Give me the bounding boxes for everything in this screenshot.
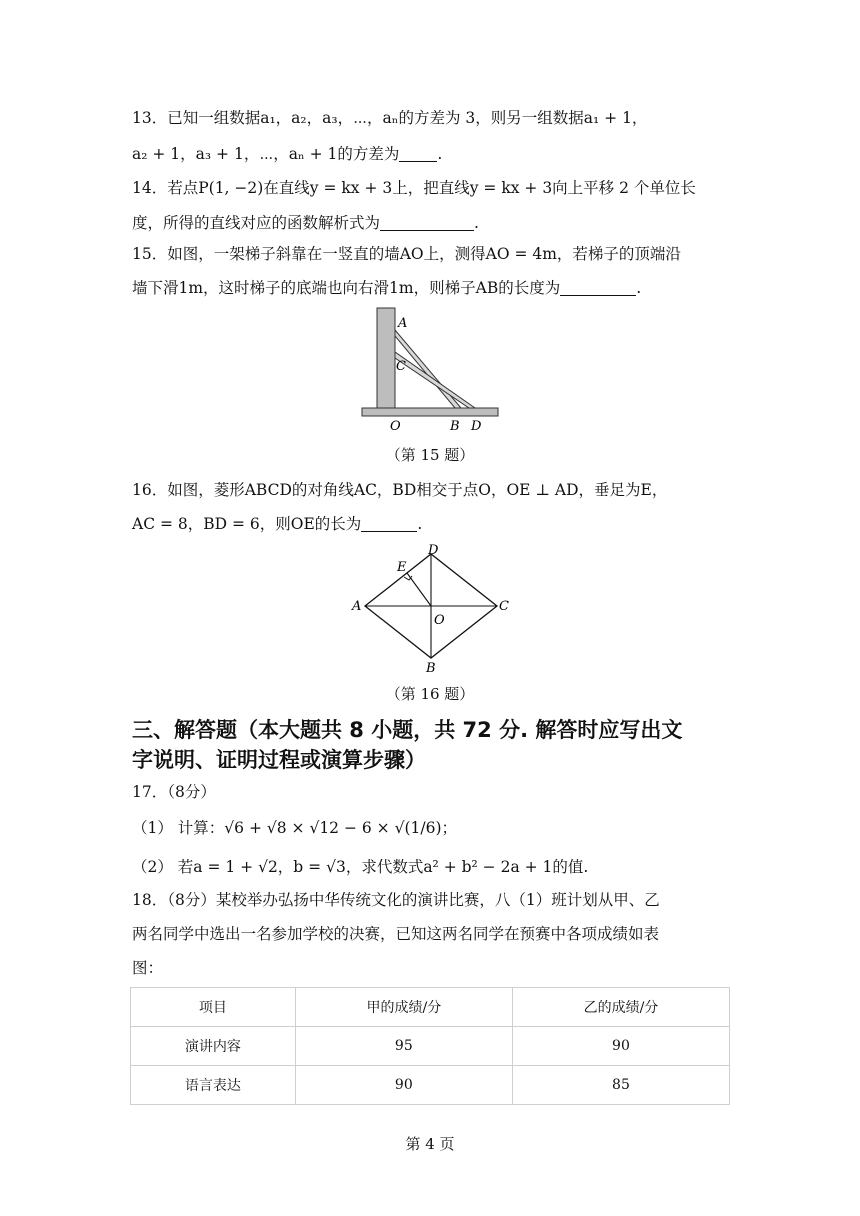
- q18-line-2: 两名同学中选出一名参加学校的决赛，已知这两名同学在预赛中各项成绩如表: [132, 925, 660, 943]
- rhombus-figure: [345, 540, 520, 675]
- q18-line-1: 18．（8分）某校举办弘扬中华传统文化的演讲比赛，八（1）班计划从甲、乙: [132, 891, 660, 909]
- q15-caption: （第 15 题）: [385, 446, 475, 464]
- q16-caption: （第 16 题）: [385, 685, 475, 703]
- q16-label-e: E: [397, 560, 407, 575]
- ladder-figure: [355, 300, 505, 435]
- table-header-row: [131, 988, 730, 1027]
- table-cell: 演讲内容: [131, 1027, 296, 1066]
- q17-title: 17．（8分）: [132, 783, 216, 801]
- q14-line-1: 14．若点P(1, −2)在直线y = kx + 3上，把直线y = kx + 3向上平移 2 个单位长: [132, 179, 696, 197]
- page-number: 第 4 页: [405, 1135, 455, 1153]
- table-row: [131, 1066, 730, 1105]
- q13-line-1: 13．已知一组数据a₁，a₂，a₃，⋯，aₙ的方差为 3，则另一组数据a₁ + 1，: [132, 109, 648, 127]
- q18-score-table: [130, 987, 730, 1105]
- q15-line-1: 15．如图，一架梯子斜靠在一竖直的墙AO上，测得AO = 4m，若梯子的顶端沿: [132, 245, 681, 263]
- q16-label-o: O: [434, 613, 445, 628]
- q16-label-c: C: [499, 599, 509, 614]
- q15-label-o: O: [390, 419, 401, 434]
- q16-label-d: D: [428, 543, 439, 558]
- q17-part-1: （1） 计算：√6 + √8 × √12 − 6 × √(1/6)；: [132, 819, 458, 837]
- q14-answer-blank: [380, 215, 474, 231]
- table-cell: 语言表达: [131, 1066, 296, 1105]
- q15-answer-blank: [560, 280, 636, 296]
- q14-line-2: [132, 211, 479, 233]
- q13-line-2: [132, 142, 442, 164]
- table-header-cell: 项目: [131, 988, 296, 1027]
- q14-line-2-text: 度，所得的直线对应的函数解析式为: [132, 214, 381, 232]
- q15-label-a: A: [398, 316, 408, 331]
- q15-label-d: D: [471, 419, 482, 434]
- q15-label-b: B: [450, 419, 460, 434]
- table-cell: 90: [512, 1027, 729, 1066]
- q16-answer-blank: [361, 516, 417, 532]
- q16-line-1: 16．如图，菱形ABCD的对角线AC，BD相交于点O，OE ⊥ AD，垂足为E，: [132, 481, 668, 499]
- table-cell: 95: [295, 1027, 512, 1066]
- q15-period: .: [636, 279, 642, 297]
- q13-line-2-text: a₂ + 1，a₃ + 1，⋯，aₙ + 1的方差为: [132, 145, 400, 163]
- q16-label-a: A: [352, 599, 362, 614]
- table-cell: 90: [295, 1066, 512, 1105]
- table-header-cell: 乙的成绩/分: [512, 988, 729, 1027]
- q17-part-2: （2） 若a = 1 + √2，b = √3，求代数式a² + b² − 2a + 1的值.: [132, 858, 589, 876]
- q15-label-c: C: [396, 359, 406, 374]
- q16-period: .: [417, 515, 423, 533]
- section-3-heading-line-1: 三、解答题（本大题共 8 小题，共 72 分. 解答时应写出文: [132, 718, 683, 742]
- q15-line-2-text: 墙下滑1m，这时梯子的底端也向右滑1m，则梯子AB的长度为: [132, 279, 561, 297]
- q14-period: .: [474, 214, 479, 232]
- q16-line-2-text: AC = 8，BD = 6，则OE的长为: [132, 515, 362, 533]
- q13-period: .: [437, 145, 443, 163]
- section-3-heading-line-2: 字说明、证明过程或演算步骤）: [132, 748, 426, 772]
- q15-line-2: [132, 276, 641, 298]
- table-cell: 85: [512, 1066, 729, 1105]
- q16-line-2: [132, 512, 422, 534]
- q13-answer-blank: [399, 146, 437, 162]
- q18-line-3: 图：: [132, 959, 164, 977]
- table-row: [131, 1027, 730, 1066]
- section-3-heading: [132, 715, 682, 775]
- q16-label-b: B: [426, 661, 436, 675]
- table-header-cell: 甲的成绩/分: [295, 988, 512, 1027]
